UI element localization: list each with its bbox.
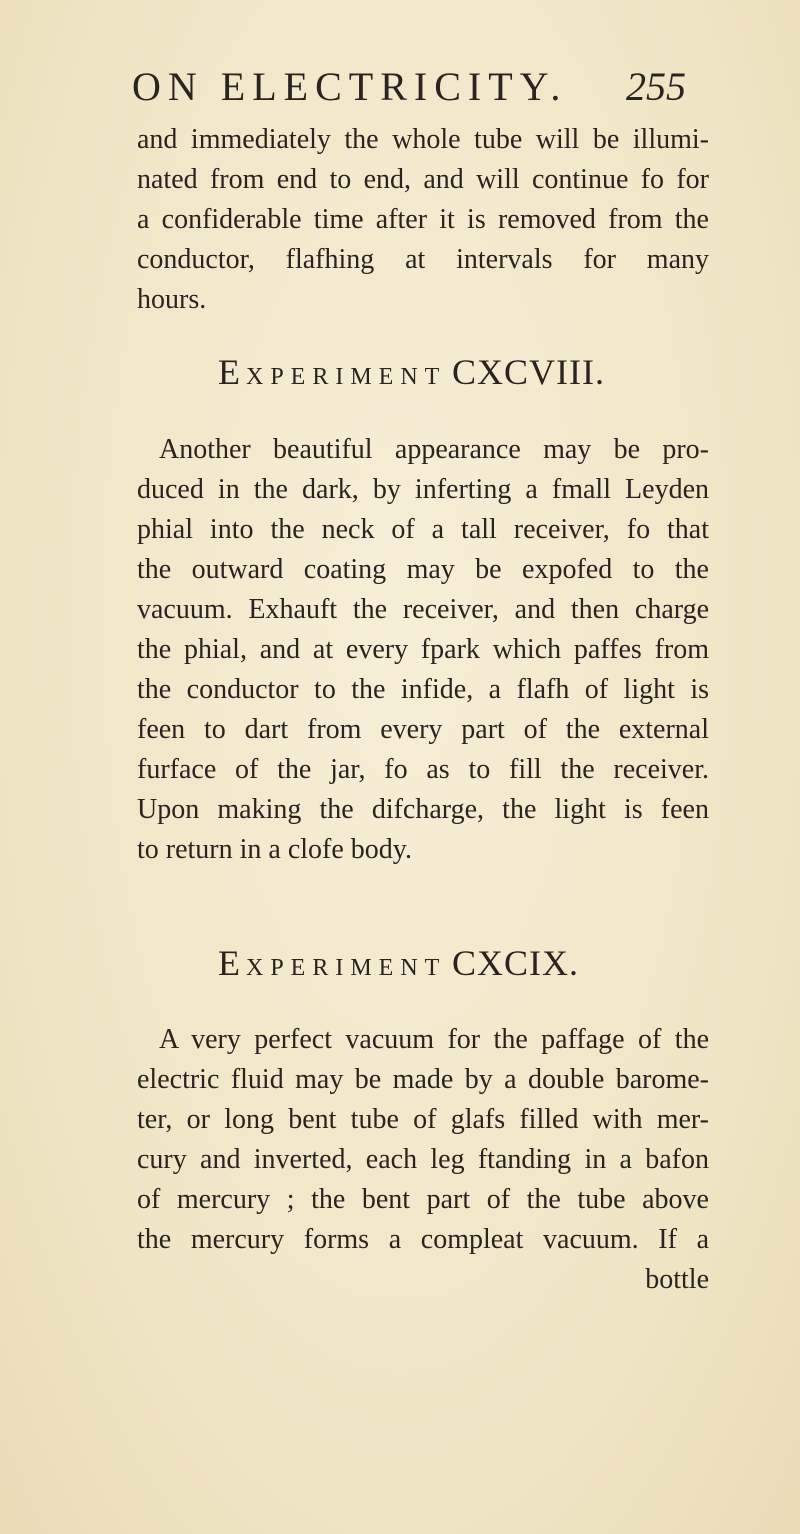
experiment-label-initial: E — [218, 352, 246, 392]
experiment-numeral: CXCVIII. — [452, 352, 605, 392]
text-line: the phial, and at every fpark which paffes from — [137, 634, 709, 665]
text-line: conductor, flafhing at intervals for many — [137, 244, 709, 275]
running-title: ON ELECTRICITY. — [132, 64, 568, 109]
text-line: vacuum. Exhauft the receiver, and then charge — [137, 594, 709, 625]
text-line: A very perfect vacuum for the paffage of the — [159, 1024, 709, 1055]
experiment-heading-cxcviii — [0, 347, 800, 397]
paragraph-3 — [137, 1020, 709, 1300]
text-line: Another beautiful appearance may be pro- — [159, 434, 709, 465]
experiment-label — [218, 347, 446, 402]
running-head — [0, 62, 800, 112]
text-line: of mercury ; the bent part of the tube above — [137, 1184, 709, 1215]
experiment-label — [218, 938, 446, 993]
catchword: bottle — [645, 1264, 709, 1295]
page-number: 255 — [626, 64, 686, 109]
text-line: feen to dart from every part of the external — [137, 714, 709, 745]
text-line: Upon making the difcharge, the light is feen — [137, 794, 709, 825]
text-line: and immediately the whole tube will be illumi- — [137, 124, 709, 155]
text-line: hours. — [137, 284, 207, 315]
text-line: the mercury forms a compleat vacuum. If a — [137, 1224, 709, 1255]
text-line: furface of the jar, fo as to fill the receiver. — [137, 754, 709, 785]
experiment-label-initial: E — [218, 943, 246, 983]
text-line: phial into the neck of a tall receiver, fo that — [137, 514, 709, 545]
text-line: a confiderable time after it is removed from the — [137, 204, 709, 235]
experiment-label-rest: XPERIMENT — [246, 364, 447, 390]
paragraph-2 — [137, 430, 709, 870]
text-line: the conductor to the infide, a flafh of light is — [137, 674, 709, 705]
text-line: duced in the dark, by inferting a fmall Leyden — [137, 474, 709, 505]
experiment-label-rest: XPERIMENT — [246, 955, 447, 981]
text-line: nated from end to end, and will continue fo for — [137, 164, 709, 195]
experiment-heading-cxcix — [0, 938, 800, 988]
text-line: ter, or long bent tube of glafs filled with mer- — [137, 1104, 709, 1135]
text-line: cury and inverted, each leg ftanding in a bafon — [137, 1144, 709, 1175]
text-line: the outward coating may be expofed to the — [137, 554, 709, 585]
text-line: electric fluid may be made by a double barome- — [137, 1064, 709, 1095]
experiment-numeral: CXCIX. — [452, 943, 580, 983]
paragraph-1 — [137, 120, 709, 320]
text-line: to return in a clofe body. — [137, 834, 412, 865]
